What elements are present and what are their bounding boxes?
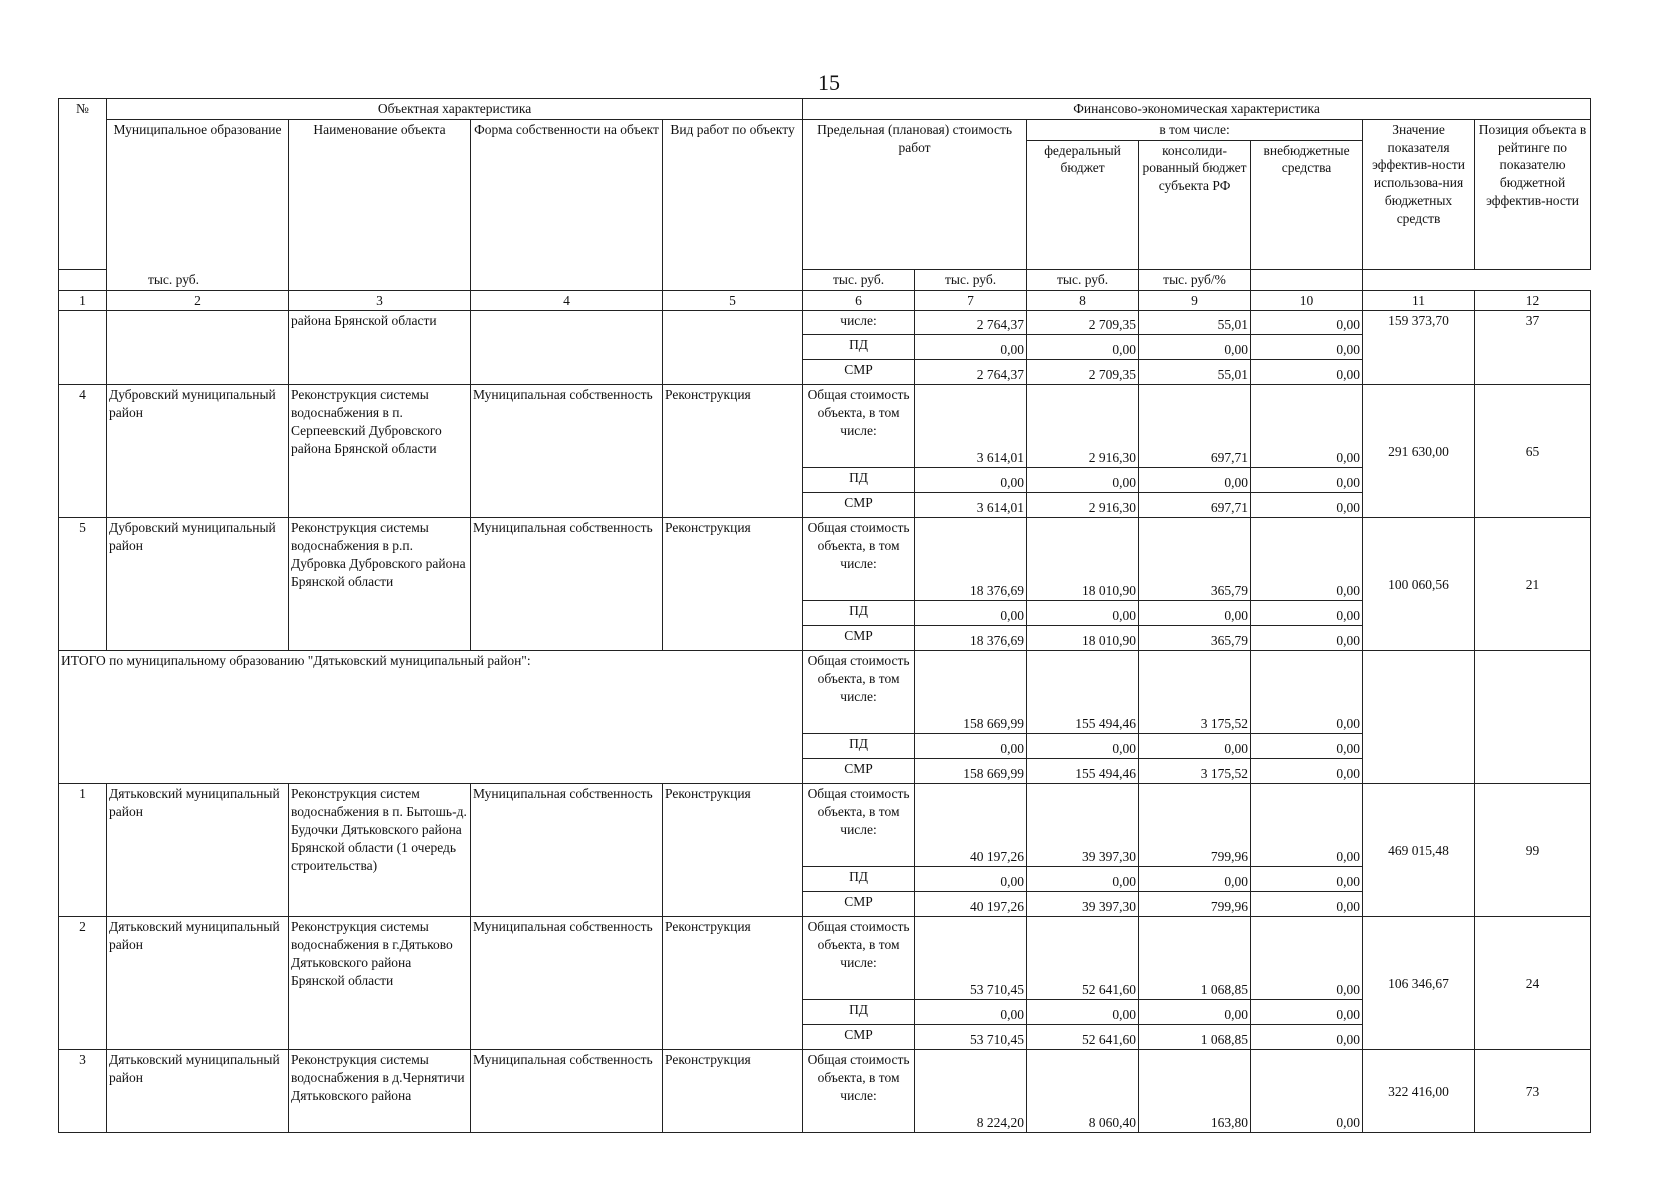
value-extrabudget: 0,00 [1251, 311, 1363, 335]
value-federal: 0,00 [1027, 335, 1139, 360]
cost-type-label: СМР [803, 1025, 915, 1050]
value-consolidated: 365,79 [1139, 518, 1251, 601]
ownership: Муниципальная собственность [471, 518, 663, 651]
efficiency-value: 106 346,67 [1363, 917, 1475, 1050]
value-extrabudget: 0,00 [1251, 1000, 1363, 1025]
value-total: 0,00 [915, 734, 1027, 759]
value-total: 0,00 [915, 468, 1027, 493]
table-row-d2-total [59, 917, 1591, 1000]
value-total: 0,00 [915, 601, 1027, 626]
value-total: 18 376,69 [915, 626, 1027, 651]
value-consolidated: 55,01 [1139, 360, 1251, 385]
work-type: Реконструкция [663, 1050, 803, 1133]
value-federal: 0,00 [1027, 601, 1139, 626]
cell-empty [59, 311, 107, 385]
col-num: 6 [803, 290, 915, 311]
value-consolidated: 0,00 [1139, 1000, 1251, 1025]
header-ownership: Форма собственности на объект [471, 119, 663, 290]
cost-type-label: ПД [803, 468, 915, 493]
rank-value: 73 [1475, 1050, 1591, 1133]
object-name: района Брянской области [289, 311, 471, 385]
cell-empty [471, 311, 663, 385]
col-num: 10 [1251, 290, 1363, 311]
col-num: 4 [471, 290, 663, 311]
value-extrabudget: 0,00 [1251, 626, 1363, 651]
efficiency-value: 322 416,00 [1363, 1050, 1475, 1133]
work-type: Реконструкция [663, 385, 803, 518]
ownership: Муниципальная собственность [471, 385, 663, 518]
value-extrabudget: 0,00 [1251, 601, 1363, 626]
header-work-type: Вид работ по объекту [663, 119, 803, 290]
ownership: Муниципальная собственность [471, 1050, 663, 1133]
value-consolidated: 799,96 [1139, 784, 1251, 867]
value-consolidated: 0,00 [1139, 601, 1251, 626]
row-number: 3 [59, 1050, 107, 1133]
unit-consolidated: тыс. руб. [915, 269, 1027, 290]
page-number: 15 [818, 70, 840, 95]
column-numbers-row [59, 290, 1591, 311]
value-total: 53 710,45 [915, 1025, 1027, 1050]
value-total: 8 224,20 [915, 1050, 1027, 1133]
municipality: Дубровский муниципальный район [107, 518, 289, 651]
object-name: Реконструкция системы водоснабжения в г.Дятьково Дятьковского района Брянской области [289, 917, 471, 1050]
header-municipality: Муниципальное образование [107, 119, 289, 290]
unit-extrabudget: тыс. руб. [1027, 269, 1139, 290]
header-units-row [59, 269, 1591, 290]
municipality: Дубровский муниципальный район [107, 385, 289, 518]
header-consolidated: консолиди-рованный бюджет субъекта РФ [1139, 140, 1251, 269]
object-name: Реконструкция системы водоснабжения в п. Серпеевский Дубровского района Брянской области [289, 385, 471, 518]
efficiency-value: 100 060,56 [1363, 518, 1475, 651]
unit-cost: тыс. руб. [59, 269, 289, 290]
table-row-d1-total [59, 784, 1591, 867]
cost-type-label: СМР [803, 626, 915, 651]
cost-type-label: числе: [803, 311, 915, 335]
value-total: 3 614,01 [915, 385, 1027, 468]
unit-efficiency: тыс. руб/% [1139, 269, 1251, 290]
value-extrabudget: 0,00 [1251, 784, 1363, 867]
value-federal: 0,00 [1027, 867, 1139, 892]
municipality: Дятьковский муниципальный район [107, 917, 289, 1050]
cost-type-label: СМР [803, 892, 915, 917]
table-row-4-total [59, 385, 1591, 468]
value-extrabudget: 0,00 [1251, 335, 1363, 360]
value-consolidated: 0,00 [1139, 734, 1251, 759]
value-consolidated: 55,01 [1139, 311, 1251, 335]
value-extrabudget: 0,00 [1251, 518, 1363, 601]
cell-empty [663, 311, 803, 385]
value-total: 40 197,26 [915, 892, 1027, 917]
value-extrabudget: 0,00 [1251, 759, 1363, 784]
col-num: 2 [107, 290, 289, 311]
cell-empty [1475, 651, 1591, 784]
value-consolidated: 1 068,85 [1139, 917, 1251, 1000]
cost-type-label: ПД [803, 335, 915, 360]
table-row-5-total [59, 518, 1591, 601]
value-consolidated: 3 175,52 [1139, 759, 1251, 784]
row-number: 4 [59, 385, 107, 518]
header-object-characteristics: Объектная характеристика [107, 99, 803, 120]
work-type: Реконструкция [663, 784, 803, 917]
cost-type-label: Общая стоимость объекта, в том числе: [803, 651, 915, 734]
cost-type-label: СМР [803, 360, 915, 385]
value-federal: 2 916,30 [1027, 493, 1139, 518]
value-total: 3 614,01 [915, 493, 1027, 518]
value-total: 2 764,37 [915, 360, 1027, 385]
cell-empty [1363, 651, 1475, 784]
cost-type-label: ПД [803, 867, 915, 892]
table-row-continued-total [59, 311, 1591, 335]
col-num: 9 [1139, 290, 1251, 311]
itogo-row-total [59, 651, 1591, 734]
header-efficiency: Значение показателя эффектив-ности использова-ния бюджетных средств [1363, 119, 1475, 269]
value-extrabudget: 0,00 [1251, 360, 1363, 385]
row-number: 5 [59, 518, 107, 651]
value-federal: 2 709,35 [1027, 360, 1139, 385]
value-total: 158 669,99 [915, 651, 1027, 734]
col-num: 1 [59, 290, 107, 311]
value-total: 0,00 [915, 867, 1027, 892]
cost-type-label: Общая стоимость объекта, в том числе: [803, 784, 915, 867]
object-name: Реконструкция систем водоснабжения в п. Бытошь-д. Будочки Дятьковского района Брянской области (1 очередь строительства) [289, 784, 471, 917]
itogo-label: ИТОГО по муниципальному образованию "Дятьковский муниципальный район": [59, 651, 803, 784]
ownership: Муниципальная собственность [471, 917, 663, 1050]
rank-value: 65 [1475, 385, 1591, 518]
unit-federal: тыс. руб. [803, 269, 915, 290]
value-federal: 2 916,30 [1027, 385, 1139, 468]
value-total: 18 376,69 [915, 518, 1027, 601]
value-consolidated: 697,71 [1139, 385, 1251, 468]
value-consolidated: 163,80 [1139, 1050, 1251, 1133]
row-number: 2 [59, 917, 107, 1050]
efficiency-value: 469 015,48 [1363, 784, 1475, 917]
work-type: Реконструкция [663, 518, 803, 651]
value-extrabudget: 0,00 [1251, 468, 1363, 493]
value-extrabudget: 0,00 [1251, 892, 1363, 917]
value-federal: 8 060,40 [1027, 1050, 1139, 1133]
value-consolidated: 799,96 [1139, 892, 1251, 917]
value-consolidated: 0,00 [1139, 867, 1251, 892]
value-federal: 155 494,46 [1027, 759, 1139, 784]
efficiency-value: 291 630,00 [1363, 385, 1475, 518]
rank-value: 37 [1475, 311, 1591, 385]
col-num: 5 [663, 290, 803, 311]
header-row-2 [59, 119, 1591, 140]
municipality: Дятьковский муниципальный район [107, 784, 289, 917]
col-num: 8 [1027, 290, 1139, 311]
value-extrabudget: 0,00 [1251, 651, 1363, 734]
cost-type-label: СМР [803, 759, 915, 784]
value-consolidated: 1 068,85 [1139, 1025, 1251, 1050]
col-num: 7 [915, 290, 1027, 311]
value-federal: 39 397,30 [1027, 892, 1139, 917]
value-extrabudget: 0,00 [1251, 917, 1363, 1000]
cost-type-label: СМР [803, 493, 915, 518]
value-consolidated: 365,79 [1139, 626, 1251, 651]
cost-type-label: ПД [803, 734, 915, 759]
header-extrabudget: внебюджетные средства [1251, 140, 1363, 269]
cost-type-label: ПД [803, 1000, 915, 1025]
value-total: 2 764,37 [915, 311, 1027, 335]
header-num: № [59, 99, 107, 270]
cost-type-label: Общая стоимость объекта, в том числе: [803, 518, 915, 601]
value-total: 0,00 [915, 1000, 1027, 1025]
value-federal: 18 010,90 [1027, 626, 1139, 651]
col-num: 12 [1475, 290, 1591, 311]
header-object-name: Наименование объекта [289, 119, 471, 290]
value-federal: 0,00 [1027, 1000, 1139, 1025]
row-number: 1 [59, 784, 107, 917]
value-total: 0,00 [915, 335, 1027, 360]
object-name: Реконструкция системы водоснабжения в р.п. Дубровка Дубровского района Брянской области [289, 518, 471, 651]
value-consolidated: 697,71 [1139, 493, 1251, 518]
header-max-cost: Предельная (плановая) стоимость работ [803, 119, 1027, 269]
header-including: в том числе: [1027, 119, 1363, 140]
value-extrabudget: 0,00 [1251, 1050, 1363, 1133]
cost-type-label: Общая стоимость объекта, в том числе: [803, 385, 915, 468]
value-federal: 0,00 [1027, 468, 1139, 493]
value-total: 40 197,26 [915, 784, 1027, 867]
value-extrabudget: 0,00 [1251, 385, 1363, 468]
value-federal: 155 494,46 [1027, 651, 1139, 734]
value-extrabudget: 0,00 [1251, 493, 1363, 518]
value-total: 53 710,45 [915, 917, 1027, 1000]
efficiency-value: 159 373,70 [1363, 311, 1475, 385]
value-federal: 2 709,35 [1027, 311, 1139, 335]
value-consolidated: 0,00 [1139, 335, 1251, 360]
work-type: Реконструкция [663, 917, 803, 1050]
table-row-d3-total [59, 1050, 1591, 1133]
unit-rank-empty [1251, 269, 1363, 290]
cost-type-label: ПД [803, 601, 915, 626]
cost-type-label: Общая стоимость объекта, в том числе: [803, 1050, 915, 1133]
value-extrabudget: 0,00 [1251, 734, 1363, 759]
header-financial-characteristics: Финансово-экономическая характеристика [803, 99, 1591, 120]
budget-table [58, 98, 1591, 1133]
header-rank: Позиция объекта в рейтинге по показателю бюджетной эффектив-ности [1475, 119, 1591, 269]
rank-value: 21 [1475, 518, 1591, 651]
value-total: 158 669,99 [915, 759, 1027, 784]
rank-value: 99 [1475, 784, 1591, 917]
municipality: Дятьковский муниципальный район [107, 1050, 289, 1133]
col-num: 3 [289, 290, 471, 311]
object-name: Реконструкция системы водоснабжения в д.Чернятичи Дятьковского района [289, 1050, 471, 1133]
cost-type-label: Общая стоимость объекта, в том числе: [803, 917, 915, 1000]
value-consolidated: 3 175,52 [1139, 651, 1251, 734]
value-federal: 39 397,30 [1027, 784, 1139, 867]
cell-empty [107, 311, 289, 385]
value-federal: 18 010,90 [1027, 518, 1139, 601]
col-num: 11 [1363, 290, 1475, 311]
value-federal: 0,00 [1027, 734, 1139, 759]
ownership: Муниципальная собственность [471, 784, 663, 917]
value-federal: 52 641,60 [1027, 1025, 1139, 1050]
header-row-1 [59, 99, 1591, 120]
rank-value: 24 [1475, 917, 1591, 1050]
header-federal: федеральный бюджет [1027, 140, 1139, 269]
value-extrabudget: 0,00 [1251, 1025, 1363, 1050]
value-federal: 52 641,60 [1027, 917, 1139, 1000]
value-consolidated: 0,00 [1139, 468, 1251, 493]
value-extrabudget: 0,00 [1251, 867, 1363, 892]
